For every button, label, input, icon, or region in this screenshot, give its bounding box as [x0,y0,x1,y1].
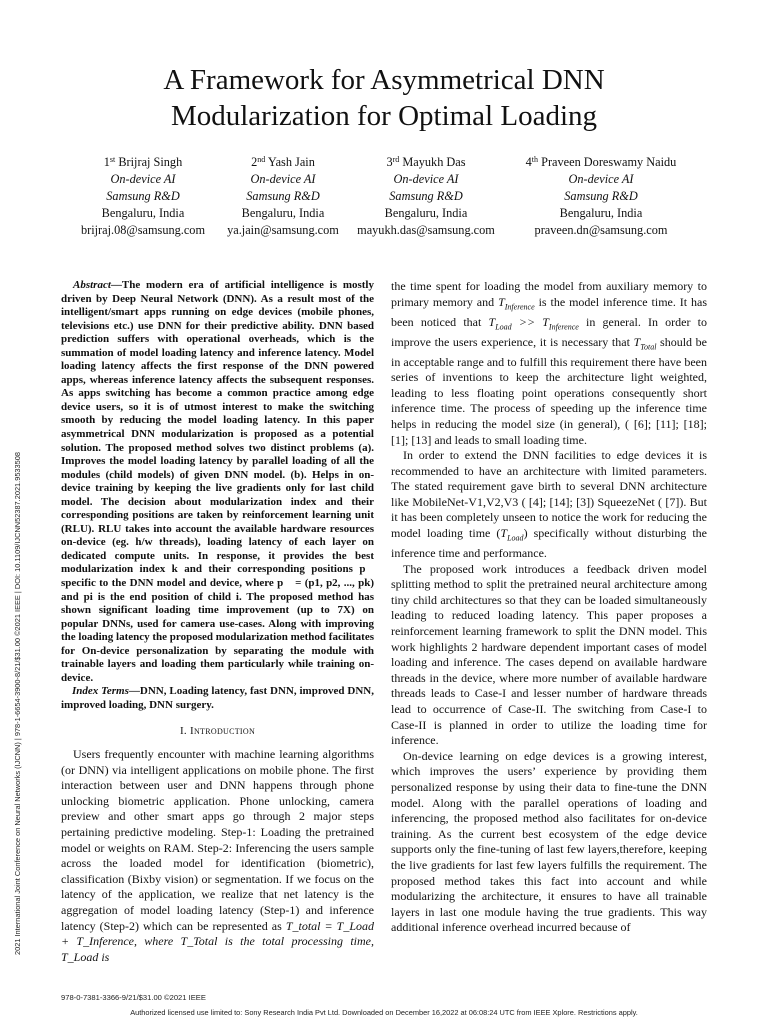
section-heading-introduction [61,724,374,740]
intro-paragraph-4: On-device learning on edge devices is a growing interest, which improves the users’ experience by providing them personalized response by using their data to fine-tune the DNN model. Along with the parallel operations of loading and inferencing, the proposed method also facilitates for on-device training. As the current best ecosystem of the edge device supports only the fine-tuning of last few layers,therefore, keeping the live gradients for last few layers fulfills the requirement. The proposed method takes this fact into account and while modularizing the architecture, it ensures to have all trainable layers in last one module having the true gradients. This way additional inference overhead incurred because of [391,748,707,935]
author-4 [511,154,691,239]
author-department: On-device AI [110,172,176,186]
author-department: On-device AI [250,172,316,186]
footer-isbn: 978-0-7381-3366-9/21/$31.00 ©2021 IEEE [61,993,206,1002]
author-block [0,154,768,244]
author-name: Brijraj Singh [118,155,183,169]
paper-title [0,62,768,134]
index-terms-text: —DNN, Loading latency, fast DNN, improved DNN, improved loading, DNN surgery. [61,685,374,711]
section-number: I. [179,724,187,737]
abstract [61,279,374,685]
index-terms [61,685,374,712]
author-3 [336,154,516,239]
left-column [61,279,374,965]
author-email: brijraj.08@samsung.com [80,223,206,237]
author-organization: Samsung R&D [564,189,638,203]
t-inference-symbol: $T_{Inference}$ [498,294,535,311]
author-location: Bengaluru, India [101,206,185,220]
para-text: the time spent for loading the model from auxiliary memory to primary memory and [391,279,707,309]
intro-paragraph-1-cont [391,279,707,448]
author-location: Bengaluru, India [559,206,643,220]
author-email: ya.jain@samsung.com [227,223,339,237]
t-total-symbol: $T_{Total}$ [633,334,657,351]
author-name: Yash Jain [267,155,315,169]
author-ordinal: 3 [386,155,393,169]
author-name: Mayukh Das [402,155,466,169]
abstract-label: Abstract [73,279,111,291]
t-load-gg-t-inference: $T_{Load} >> T_{Inference}$ [488,314,579,331]
title-line-1: A Framework for Asymmetrical DNN [163,64,605,96]
author-location: Bengaluru, India [384,206,468,220]
t-load-symbol: $T_{Load}$ [500,526,524,543]
author-organization: Samsung R&D [246,189,320,203]
author-ordinal: 1 [103,155,110,169]
intro-paragraph-3: The proposed work introduces a feedback driven model splitting method to split the pretrained neural architecture among tiny child architectures so that they can be loaded simultaneously leading to reduced loading latency. This paper proposes a reinforcement learning framework to split the DNN model. This work highlights 2 hardware dependent important cases of model loading and inference. The cases depend on available hardware threads in the device, where more number of available hardware threads leads to Case-I and lesser number of hardware threads lead to occurrence of Case-II. The switching from Case-I to Case-II is planned in order to utilize the loading time for inference. [391,561,707,748]
abstract-text: —The modern era of artificial intelligence is mostly driven by Deep Neural Network (DNN). As a result most of the intelligent/smart apps running on edge devices (mobile phones, televisions etc.) use DNN for their predictive ability. DNN based prediction suffers with operational overheads, which is the summation of model loading latency and inference latency. Model loading latency affects the first response of the DNN powered apps, whereas inference latency affects the subsequent responses. As apps switching has become a common practice among edge device users, so it is of utmost interest to make the switching smooth by reducing the model loading latency. In this paper asymmetrical DNN modularization is proposed as a potential solution. The proposed method solves two distinct problems (a). Improves the model loading latency by parallel loading of all the modules (child models) of given DNN model. (b). Helps in on-device training by keeping the live gradients only for last child model. The decision about modularization index and their corresponding positions are taken by reinforcement learning unit (RLU). RLU takes into account the available hardware resources on-device (eg. h/w threads), loading latency of each layer on dedicated compute units. In response, it provides the best modularization index k and their corresponding positions p⃗ specific to the DNN model and device, where p⃗ = (p1, p2, ..., pk) and pi is the end position of child i. The proposed method has shown significant loading time improvement (up to 7X) on popular DNNs, used for camera use-cases. Along with improving the loading latency the proposed modularization method facilitates for On-device personalization by separating the module with trainable layers and loading them particularly while training on-device. [61,279,374,684]
author-ordinal-suffix: nd [257,155,266,164]
section-name: Introduction [190,724,256,737]
footer-license: Authorized licensed use limited to: Sony Research India Pvt Ltd. Downloaded on December 16,2022 at 06:08:24 UTC from IEEE Xplore. Restrictions apply. [130,1008,638,1017]
author-ordinal-suffix: th [531,155,539,164]
conference-doi-text: 2021 International Joint Conference on Neural Networks (IJCNN) | 978-1-6654-3900-8/21/$31.00 ©2021 IEEE | DOI: 10.1109/IJCNN52387.2021.9533508 [13,452,22,955]
latency-equation: T_total = T_Load + T_Inference, where T_Total is the total processing time, T_Load is [61,918,375,964]
author-ordinal: 2 [251,155,258,169]
index-terms-label: Index Terms [72,685,129,698]
author-name: Praveen Doreswamy Naidu [541,155,677,169]
para-text: ) specifically without disturbing the inference time and performance. [391,526,707,561]
para-text: in general. In order to improve the users experience, it is necessary that [391,314,708,349]
author-department: On-device AI [393,172,459,186]
intro-paragraph-2 [391,448,707,562]
author-organization: Samsung R&D [106,189,180,203]
author-location: Bengaluru, India [241,206,325,220]
intro-paragraph-1 [61,747,374,965]
author-ordinal: 4 [525,155,532,169]
para-text: In order to extend the DNN facilities to edge devices it is recommended to have an architecture with limited parameters. The stated requirement gave birth to several DNN architecture like MobileNet-V1,V2,V3 ( [4]; [14]; [3]) SqueezeNet ( [7]). But it has been completely unseen to notice the work for reducing the model loading time ( [391,448,707,541]
para-text: should be in acceptable range and to fulfill this requirement there have been series of inventions to keep the architecture light weighted, leading to less floating point operations consequently short inference time. The process of speeding up the inference time helps in reducing the model size (in general), ( [6]; [11]; [18]; [1]; [13] and leads to small loading time. [391,334,707,447]
para-text: is the model inference time. It has been noticed that [391,294,708,329]
intro-paragraph-1-text: Users frequently encounter with machine learning algorithms (or DNN) via intelligent applications on mobile phone. The first interaction between user and DNN happens through phone unlocking biometric application. Phone unlocking, camera preview and other smart apps go through 2 major steps pertaining predictive modeling. Step-1: Loading the pretrained model or weights on RAM. Step-2: Inferencing the users sample across the loaded model for identification (biometric), classification (Bixby vision) or segmentation. If we focus on the latency of the application, we realize that net latency is the aggregation of model loading latency (Step-1) and inference latency (Step-2) which can be represented as [61,747,374,933]
title-line-2: Modularization for Optimal Loading [170,100,598,132]
author-email: mayukh.das@samsung.com [357,223,495,237]
right-column [391,279,707,936]
author-ordinal-suffix: st [109,155,116,164]
author-ordinal-suffix: rd [392,155,400,164]
author-email: praveen.dn@samsung.com [534,223,668,237]
author-department: On-device AI [568,172,634,186]
author-organization: Samsung R&D [389,189,463,203]
